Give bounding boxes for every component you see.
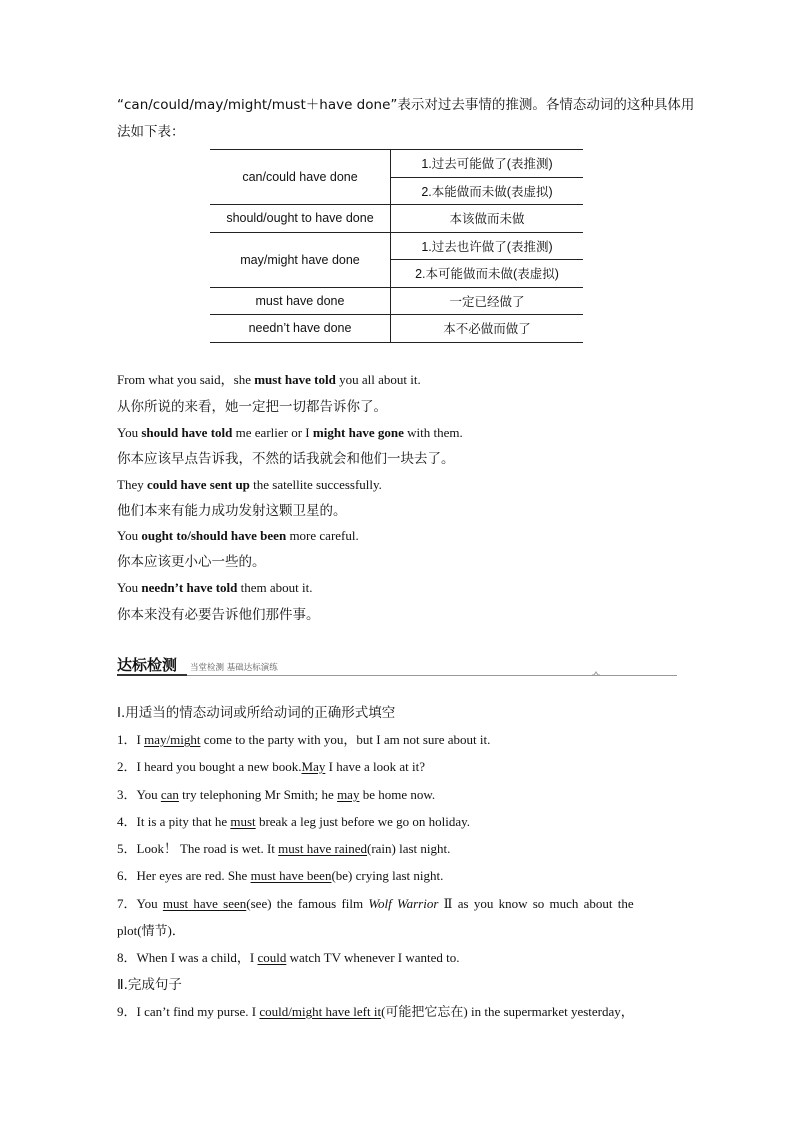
example-3-en: They could have sent up the satellite successfully. xyxy=(117,477,382,492)
question-7-line-2: plot(情节)． xyxy=(117,923,185,938)
question-3: 3．You can try telephoning Mr Smith; he may be home now. xyxy=(117,787,436,802)
table-cell-meaning: 一定已经做了 xyxy=(391,287,584,315)
table-cell-meaning: 本不必做而做了 xyxy=(391,315,584,343)
table-row xyxy=(210,232,583,260)
table-row xyxy=(210,205,583,233)
example-1-en: From what you said，she must have told you all about it. xyxy=(117,372,421,387)
example-5-zh: 你本来没有必要告诉他们那件事。 xyxy=(117,607,320,623)
section-subtitle: 当堂检测 基础达标演练 xyxy=(190,663,278,673)
table-row xyxy=(210,287,583,315)
table-cell-form: should/ought to have done xyxy=(226,211,374,226)
table-cell-form: must have done xyxy=(255,293,345,308)
part-2-heading: Ⅱ.完成句子 xyxy=(117,977,182,993)
intro-line-2: 法如下表： xyxy=(117,124,185,140)
answer-8: could xyxy=(257,950,287,965)
table-cell-form: may/might have done xyxy=(210,232,391,287)
example-5-en: You needn’t have told them about it. xyxy=(117,580,313,595)
part-1-heading: Ⅰ.用适当的情态动词或所给动词的正确形式填空 xyxy=(117,705,396,721)
example-1-zh: 从你所说的来看，她一定把一切都告诉你了。 xyxy=(117,399,387,415)
table-cell-form: needn’t have done xyxy=(248,321,352,336)
table-cell-meaning: 1.过去可能做了(表推测) xyxy=(391,150,584,178)
example-3-zh: 他们本来有能力成功发射这颗卫星的。 xyxy=(117,503,347,519)
modal-perfect-table xyxy=(210,149,583,343)
table-cell-meaning: 本该做而未做 xyxy=(391,205,584,233)
table-cell-form: can/could have done xyxy=(210,150,391,205)
question-6: 6．Her eyes are red. She must have been(be) crying last night. xyxy=(117,868,444,883)
answer-6: must have been xyxy=(250,868,332,883)
question-1: 1．I may/might come to the party with you，but I am not sure about it. xyxy=(117,732,491,747)
answer-7: must have seen xyxy=(162,896,247,911)
example-2-zh: 你本应该早点告诉我，不然的话我就会和他们一块去了。 xyxy=(117,451,455,467)
section-title: 达标检测 xyxy=(117,656,178,674)
table-cell-meaning: 2.本可能做而未做(表虚拟) xyxy=(391,260,584,288)
divider-notch-icon xyxy=(592,671,600,677)
question-8: 8．When I was a child，I could watch TV whenever I wanted to. xyxy=(117,950,460,965)
answer-5: must have rained xyxy=(278,841,367,856)
film-title: Wolf Warrior xyxy=(368,896,439,911)
answer-4: must xyxy=(230,814,256,829)
question-2: 2．I heard you bought a new book.May I have a look at it? xyxy=(117,759,425,774)
intro-line-1: “can/could/may/might/must＋have done”表示对过去事情的推测。各情态动词的这种具体用 xyxy=(117,97,695,113)
table-row xyxy=(210,315,583,343)
table-cell-meaning: 2.本能做而未做(表虚拟) xyxy=(391,177,584,205)
table-row xyxy=(210,150,583,178)
answer-3a: can xyxy=(160,787,179,802)
table-cell-meaning: 1.过去也许做了(表推测) xyxy=(391,232,584,260)
example-2-en: You should have told me earlier or I might have gone with them. xyxy=(117,425,463,440)
answer-1: may/might xyxy=(144,732,201,747)
answer-9: could/might have left it xyxy=(259,1004,382,1019)
section-divider-accent xyxy=(117,674,187,676)
question-4: 4．It is a pity that he must break a leg just before we go on holiday. xyxy=(117,814,470,829)
question-5: 5．Look！ The road is wet. It must have rained(rain) last night. xyxy=(117,841,451,856)
question-7: 7．You must have seen(see) the famous film Wolf Warrior Ⅱ as you know so much about the xyxy=(117,896,634,911)
example-4-en: You ought to/should have been more careful. xyxy=(117,528,359,543)
question-9: 9．I can’t find my purse. I could/might have left it(可能把它忘在) in the supermarket yesterday， xyxy=(117,1004,634,1019)
answer-2: May xyxy=(301,759,326,774)
answer-3b: may xyxy=(337,787,360,802)
example-4-zh: 你本应该更小心一些的。 xyxy=(117,554,266,570)
